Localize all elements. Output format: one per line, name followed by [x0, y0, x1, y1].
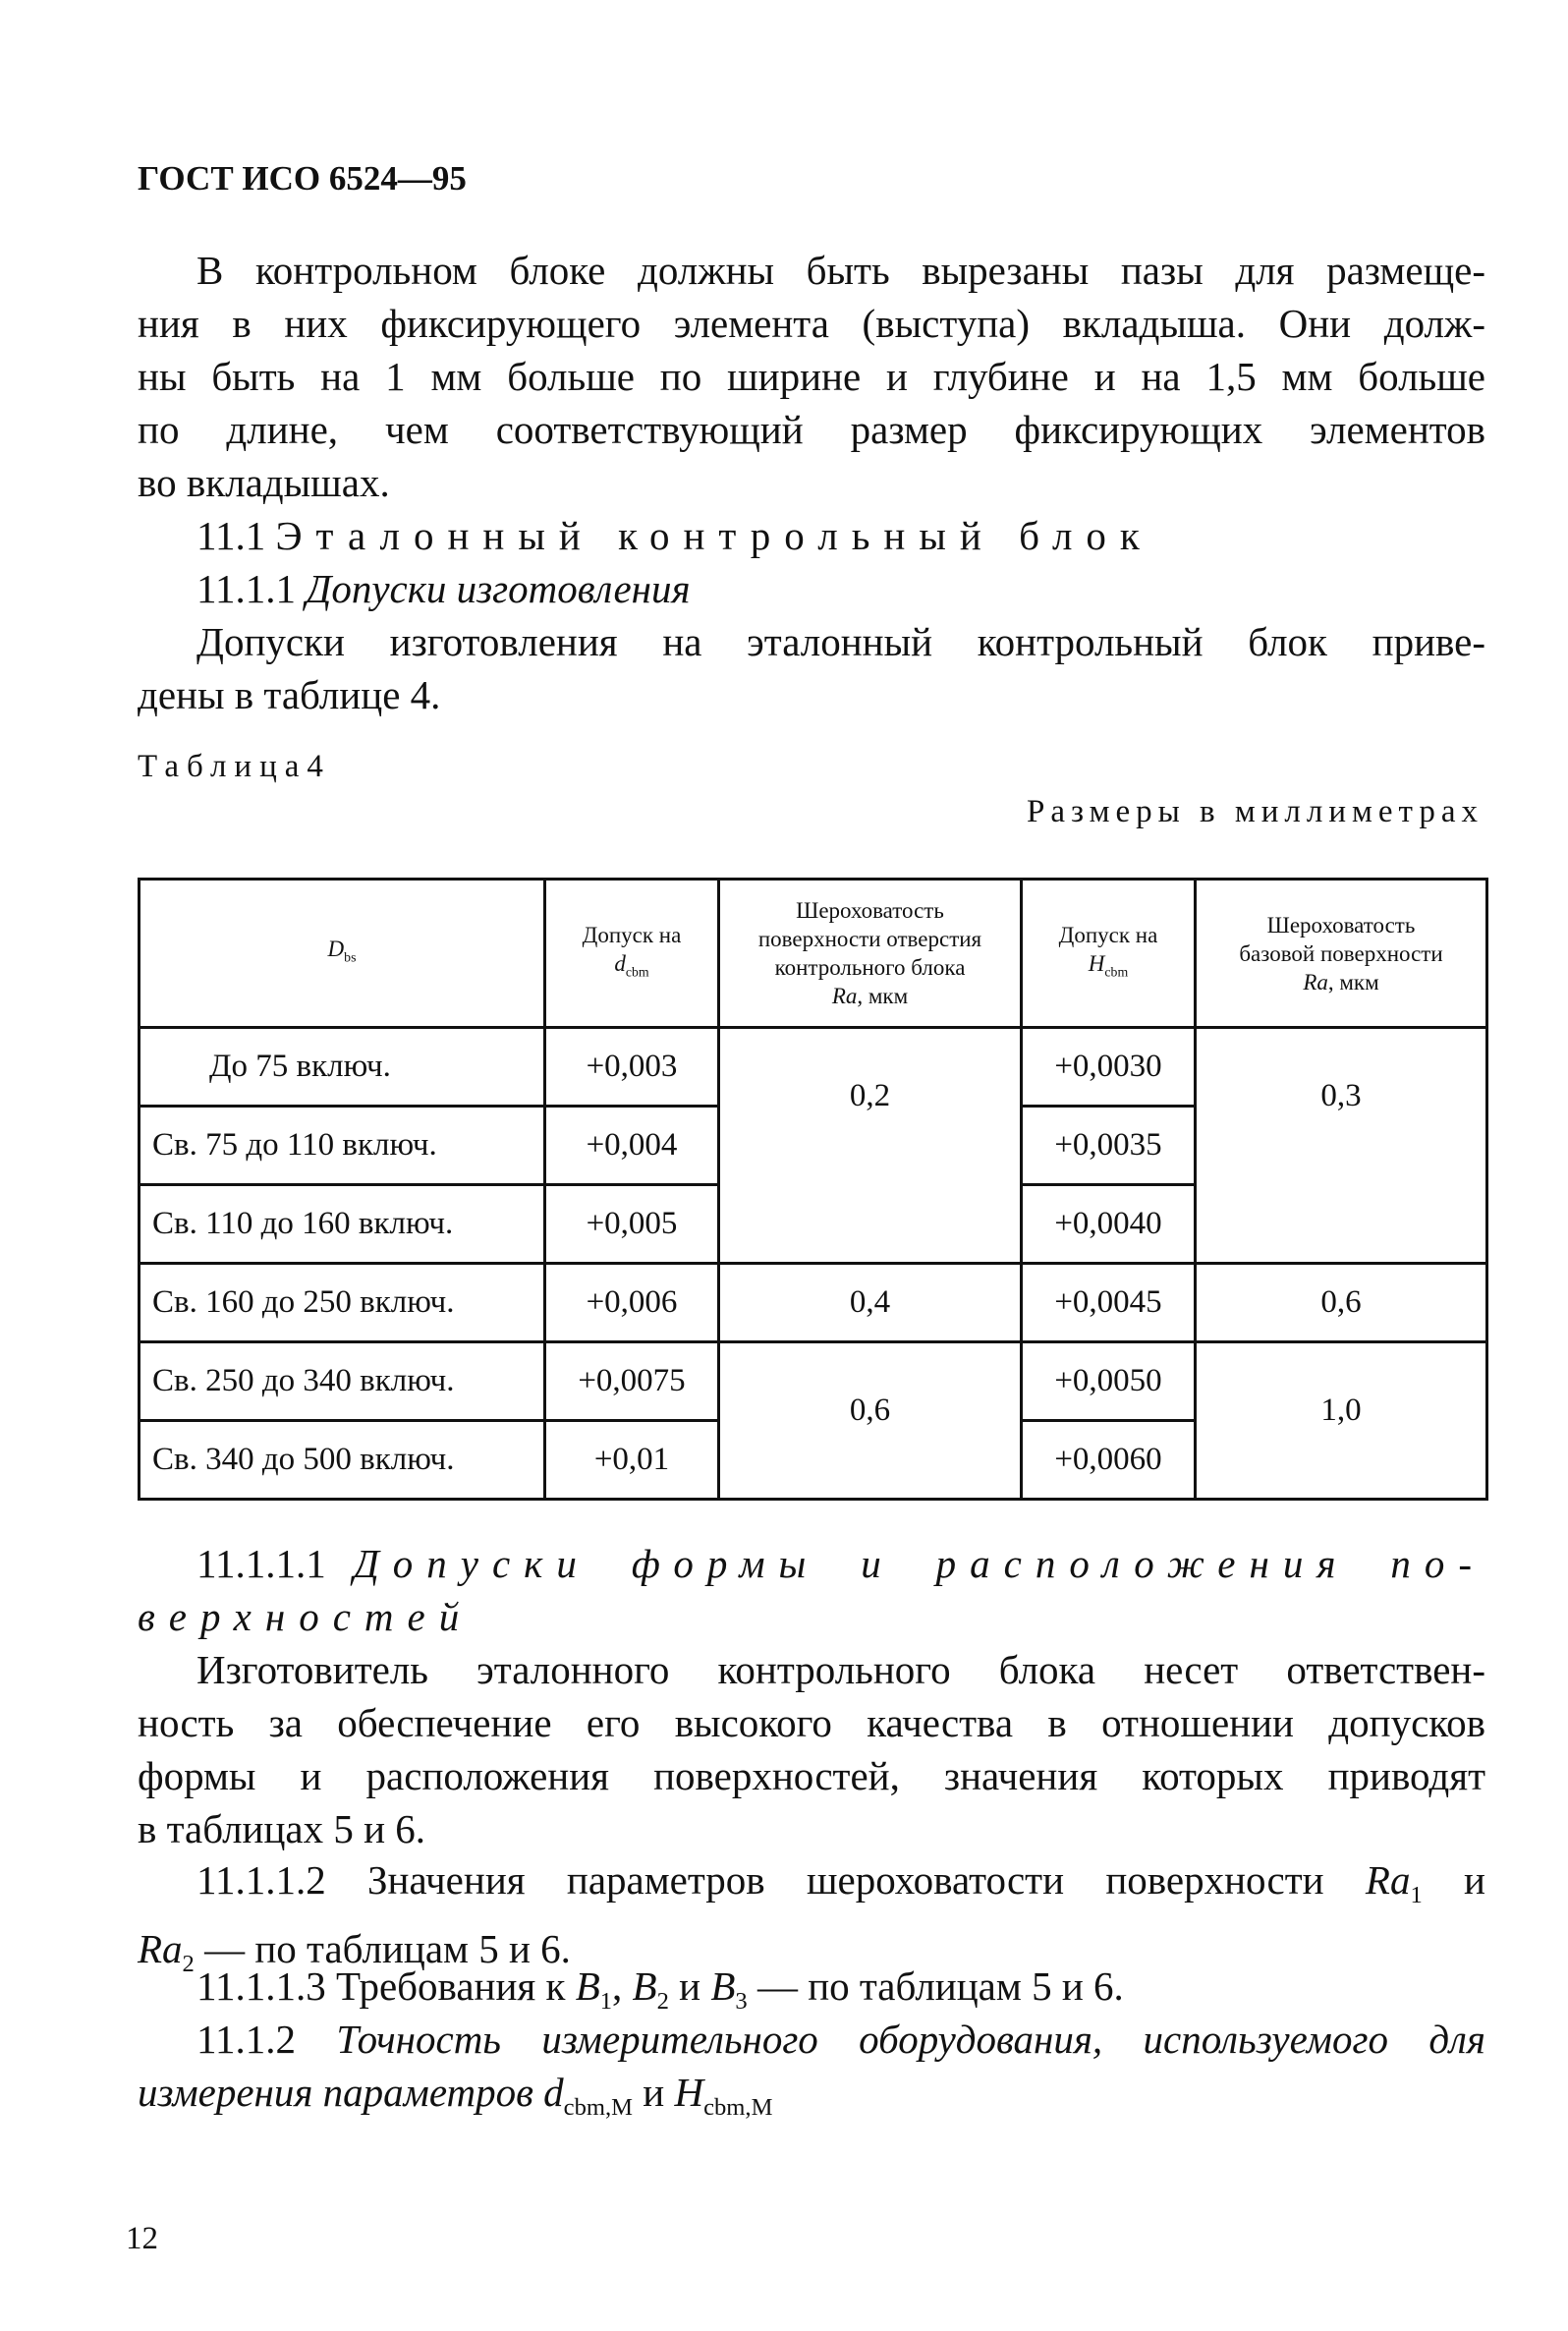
- table-caption: Таблица4: [138, 749, 331, 784]
- d-tolerance-cell: +0,006: [545, 1264, 719, 1342]
- header-line: Шероховатость: [1266, 912, 1416, 938]
- section-number: 11.1.1.1: [196, 1541, 326, 1586]
- intro-line: ны быть на 1 мм больше по ширине и глубине и на 1,5 мм больше: [138, 354, 1485, 399]
- symbol-b: B: [710, 1963, 736, 2009]
- symbol-d: D: [327, 937, 345, 962]
- subscript: cbm: [1104, 964, 1129, 980]
- header-cell-h-tolerance: [1022, 880, 1196, 1028]
- text: ,: [612, 1963, 633, 2009]
- paragraph-line: Допуски изготовления на эталонный контрольный блок приве-: [196, 619, 1485, 664]
- tolerances-paragraph: [138, 615, 1485, 721]
- h-tolerance-cell: +0,0035: [1022, 1107, 1196, 1185]
- intro-paragraph: [138, 244, 1485, 509]
- base-roughness-cell: 0,6: [1196, 1264, 1487, 1342]
- text: и: [1422, 1857, 1485, 1903]
- hole-roughness-cell: 0,2: [719, 1028, 1022, 1264]
- symbol-d: d: [543, 2070, 564, 2115]
- subscript: cbm,M: [563, 2094, 634, 2122]
- intro-line: ния в них фиксирующего элемента (выступа) вкладыша. Они долж-: [138, 301, 1485, 346]
- subscript: 1: [599, 1988, 613, 2016]
- header-line: контрольного блока: [774, 955, 966, 980]
- d-tolerance-cell: +0,0075: [545, 1342, 719, 1421]
- base-roughness-cell: 1,0: [1196, 1342, 1487, 1500]
- d-tolerance-cell: +0,003: [545, 1028, 719, 1107]
- paragraph-line: Изготовитель эталонного контрольного блока несет ответствен-: [196, 1647, 1485, 1692]
- hole-roughness-cell: 0,4: [719, 1264, 1022, 1342]
- paragraph-line: [138, 1853, 1485, 1922]
- section-11-1-1-heading: [196, 562, 691, 615]
- d-tolerance-cell: +0,01: [545, 1421, 719, 1500]
- range-cell: Св. 110 до 160 включ.: [140, 1185, 545, 1264]
- intro-line: по длине, чем соответствующий размер фиксирующих элементов: [138, 407, 1485, 452]
- symbol-b: B: [632, 1963, 657, 2009]
- section-11-1-heading: [196, 509, 1153, 562]
- unit: , мкм: [857, 984, 909, 1008]
- table-units-note: Размеры в миллиметрах: [1027, 794, 1484, 829]
- range-cell: Св. 340 до 500 включ.: [140, 1421, 545, 1500]
- unit: , мкм: [1327, 969, 1379, 995]
- subscript: cbm: [625, 964, 649, 980]
- h-tolerance-cell: +0,0040: [1022, 1185, 1196, 1264]
- manufacturer-paragraph: [138, 1643, 1485, 1855]
- header-line: базовой поверхности: [1239, 940, 1443, 966]
- header-cell-d-tolerance: [545, 880, 719, 1028]
- text: и: [633, 2070, 675, 2115]
- symbol-ra: Ra: [1303, 969, 1328, 995]
- intro-line: во вкладышах.: [138, 460, 390, 505]
- symbol-ra: Ra: [831, 984, 858, 1008]
- section-number: 11.1.1: [196, 566, 296, 611]
- symbol-b: B: [575, 1963, 600, 2009]
- text: и: [668, 1963, 711, 2009]
- symbol-ra: Ra: [138, 1926, 183, 1972]
- section-number: 11.1.2: [196, 2017, 296, 2062]
- subscript: 1: [1410, 1882, 1423, 1909]
- table-row: [140, 1264, 1487, 1342]
- section-11-1-2-heading: [138, 2013, 1485, 2134]
- page-number: 12: [126, 2221, 158, 2256]
- table-row: [140, 1028, 1487, 1107]
- range-cell: Св. 75 до 110 включ.: [140, 1107, 545, 1185]
- heading-line: [138, 1537, 1485, 1590]
- section-title-continued: верхностей: [138, 1594, 474, 1639]
- section-title: Точность измерительного оборудования, используемого для: [295, 2017, 1485, 2062]
- heading-line: [138, 2013, 1485, 2066]
- document-header: ГОСТ ИСО 6524—95: [138, 159, 467, 198]
- header-line: Допуск на: [1058, 922, 1158, 947]
- d-tolerance-cell: +0,005: [545, 1185, 719, 1264]
- h-tolerance-cell: +0,0060: [1022, 1421, 1196, 1500]
- paragraph-line: дены в таблице 4.: [138, 672, 441, 717]
- text: 11.1.1.2 Значения параметров шероховатости поверхности: [196, 1857, 1366, 1903]
- section-number: 11.1: [196, 513, 266, 558]
- header-line: поверхности отверстия: [757, 927, 982, 951]
- d-tolerance-cell: +0,004: [545, 1107, 719, 1185]
- section-title: Эталонный контрольный блок: [275, 513, 1153, 558]
- header-cell-diameter: [140, 880, 545, 1028]
- subscript: cbm,M: [703, 2094, 773, 2122]
- section-11-1-1-1-heading: [138, 1537, 1485, 1643]
- heading-line: [138, 2066, 1485, 2134]
- subscript: 2: [182, 1951, 195, 1978]
- symbol-ra: Ra: [1365, 1857, 1411, 1903]
- table-header-row: [140, 880, 1487, 1028]
- paragraph-line: в таблицах 5 и 6.: [138, 1806, 426, 1851]
- table-4: [138, 878, 1488, 1501]
- range-cell: До 75 включ.: [140, 1028, 545, 1107]
- symbol-h: H: [1088, 950, 1105, 976]
- subscript: 3: [735, 1988, 748, 2016]
- base-roughness-cell: 0,3: [1196, 1028, 1487, 1264]
- range-cell: Св. 160 до 250 включ.: [140, 1264, 545, 1342]
- header-cell-hole-roughness: [719, 880, 1022, 1028]
- text: — по таблицам 5 и 6.: [747, 1963, 1124, 2009]
- subscript: bs: [344, 949, 357, 965]
- text: — по таблицам 5 и 6.: [194, 1926, 571, 1972]
- table-row: [140, 1342, 1487, 1421]
- section-title: Допуски изготовления: [306, 566, 691, 611]
- h-tolerance-cell: +0,0030: [1022, 1028, 1196, 1107]
- paragraph-line: формы и расположения поверхностей, значения которых приводят: [138, 1753, 1485, 1798]
- header-line: Допуск на: [582, 922, 682, 947]
- symbol-h: H: [674, 2070, 704, 2115]
- text: измерения параметров: [138, 2070, 544, 2115]
- range-cell: Св. 250 до 340 включ.: [140, 1342, 545, 1421]
- hole-roughness-cell: 0,6: [719, 1342, 1022, 1500]
- section-title: Допуски формы и расположения по-: [353, 1541, 1485, 1586]
- header-line: Шероховатость: [796, 898, 944, 923]
- header-cell-base-roughness: [1196, 880, 1487, 1028]
- paragraph-line: ность за обеспечение его высокого качества в отношении допусков: [138, 1700, 1485, 1745]
- text: 11.1.1.3 Требования к: [196, 1963, 576, 2009]
- h-tolerance-cell: +0,0045: [1022, 1264, 1196, 1342]
- symbol-d: d: [614, 950, 626, 976]
- subscript: 2: [656, 1988, 669, 2016]
- h-tolerance-cell: +0,0050: [1022, 1342, 1196, 1421]
- intro-line: В контрольном блоке должны быть вырезаны пазы для размеще-: [196, 248, 1485, 293]
